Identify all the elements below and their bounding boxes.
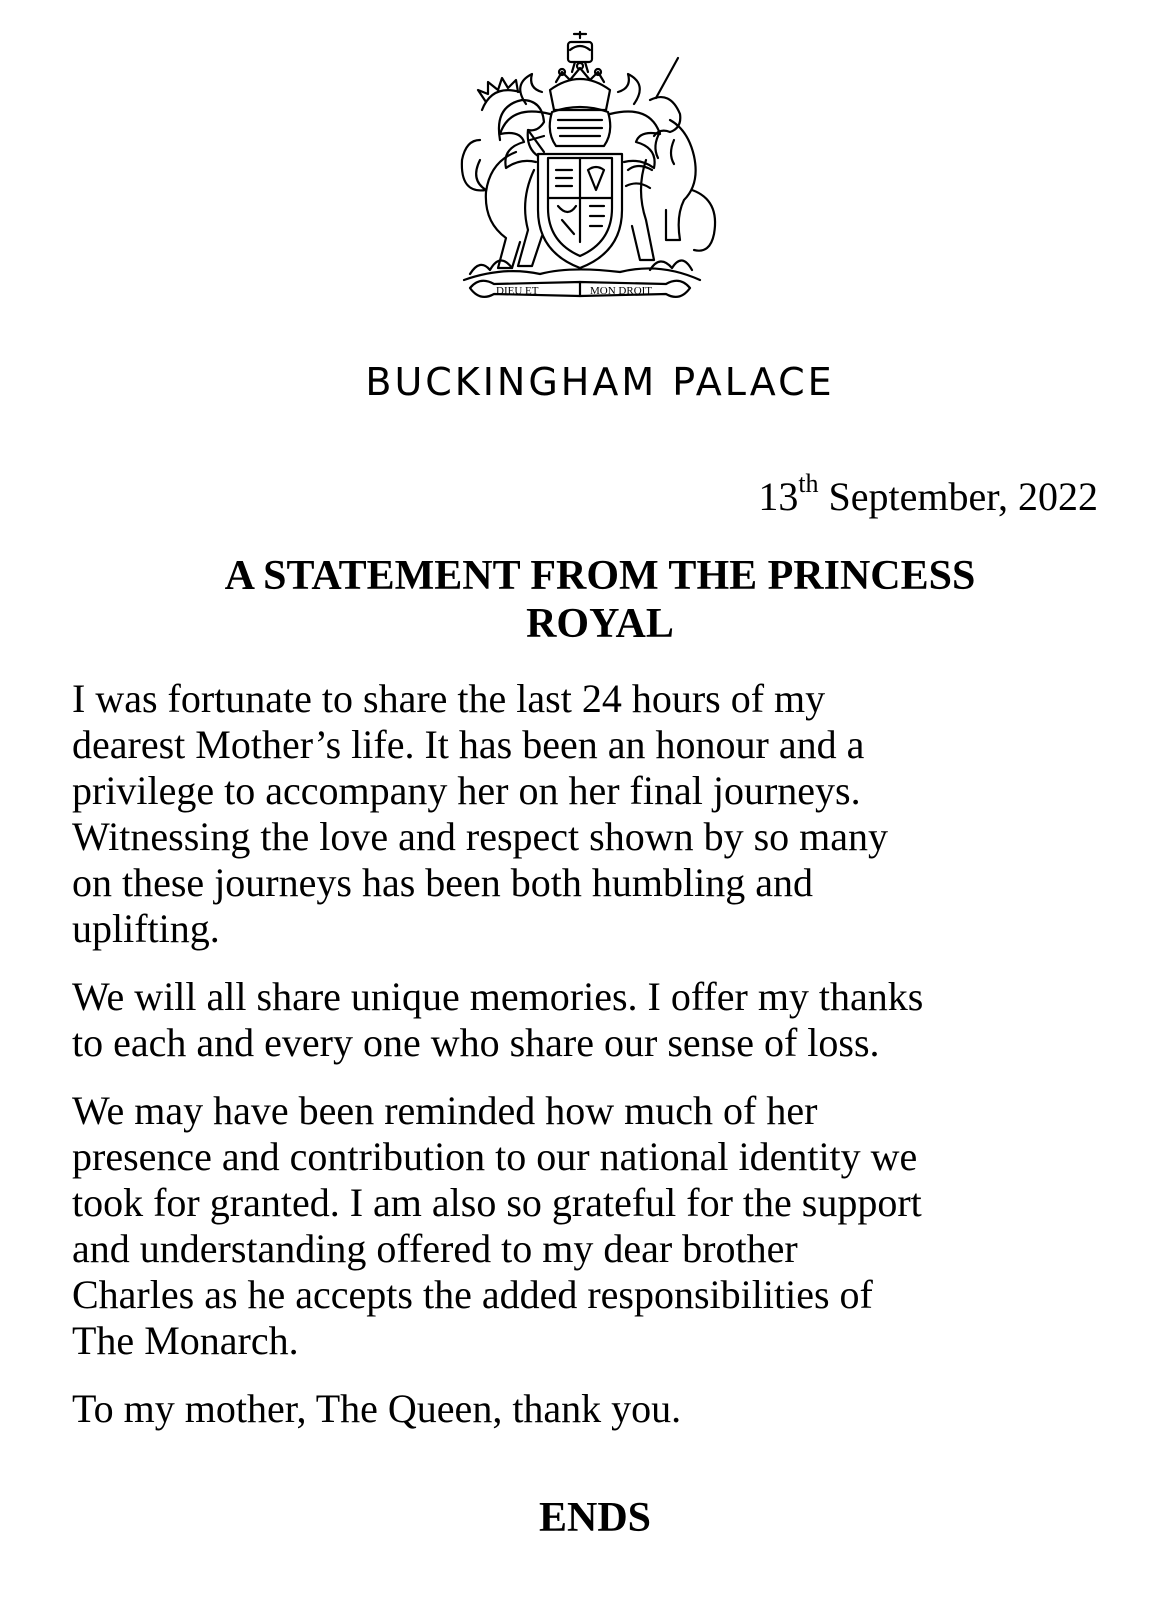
paragraph-line: took for granted. I am also so grateful for the support: [72, 1180, 922, 1225]
statement-date: [758, 469, 1098, 520]
paragraph-line: To my mother, The Queen, thank you.: [72, 1386, 682, 1431]
paragraph-line: Witnessing the love and respect shown by so many: [72, 814, 889, 859]
paragraph-2: [72, 974, 1112, 1066]
paragraph-line: on these journeys has been both humbling and: [72, 860, 813, 905]
paragraph-line: The Monarch.: [72, 1318, 299, 1363]
svg-text:DIEU ET: DIEU ET: [496, 285, 539, 297]
ends-marker: ENDS: [538, 1495, 652, 1541]
royal-coat-of-arms-logo: [430, 20, 730, 310]
paragraph-line: dearest Mother’s life. It has been an honour and a: [72, 722, 865, 767]
statement-body: [72, 676, 1112, 1432]
title-line-2: ROYAL: [526, 601, 674, 647]
paragraph-line: We will all share unique memories. I offer my thanks: [72, 974, 924, 1019]
paragraph-line: Charles as he accepts the added responsibilities of: [72, 1272, 873, 1317]
paragraph-4: [72, 1386, 1112, 1432]
statement-title: [0, 552, 1170, 648]
paragraph-line: privilege to accompany her on her final journeys.: [72, 768, 861, 813]
organization-name: BUCKINGHAM PALACE: [365, 360, 835, 404]
title-line-1: A STATEMENT FROM THE PRINCESS: [224, 553, 976, 599]
paragraph-line: to each and every one who share our sense of loss.: [72, 1020, 880, 1065]
paragraph-line: We may have been reminded how much of her: [72, 1088, 818, 1133]
paragraph-3: [72, 1088, 1112, 1364]
svg-text:MON DROIT: MON DROIT: [590, 285, 653, 297]
paragraph-1: [72, 676, 1112, 952]
date-ordinal-suffix: th: [798, 469, 819, 498]
paragraph-line: uplifting.: [72, 906, 220, 951]
date-month-year: September, 2022: [818, 474, 1098, 519]
date-day: 13: [758, 474, 799, 519]
paragraph-line: presence and contribution to our national identity we: [72, 1134, 918, 1179]
paragraph-line: I was fortunate to share the last 24 hours of my: [72, 676, 826, 721]
paragraph-line: and understanding offered to my dear brother: [72, 1226, 798, 1271]
